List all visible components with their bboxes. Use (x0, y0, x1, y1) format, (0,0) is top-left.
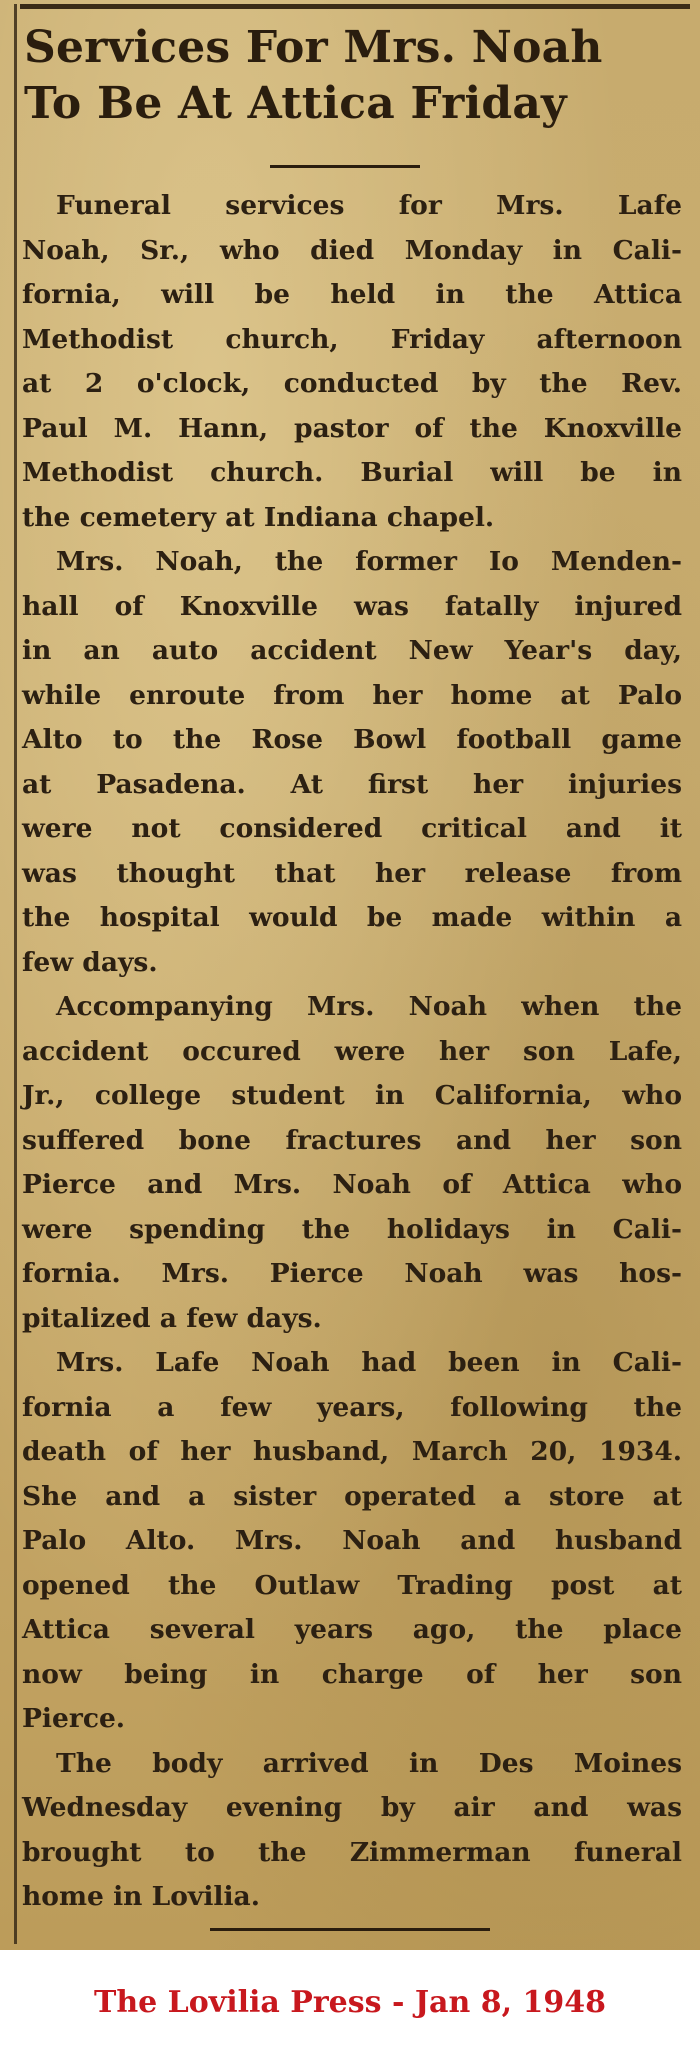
article-line: at Pasadena. At first her injuries (22, 768, 682, 800)
article-line: Paul M. Hann, pastor of the Knoxville (22, 412, 682, 444)
article-line: fornia a few years, following the (22, 1391, 682, 1423)
article-line: Accompanying Mrs. Noah when the (56, 991, 682, 1022)
article-line: while enroute from her home at Palo (22, 679, 682, 711)
article-line: pitalized a few days. (22, 1302, 322, 1334)
article-line: Methodist church. Burial will be in (22, 457, 682, 488)
article-line: The body arrived in Des Moines (56, 1747, 682, 1779)
article-line: Noah, Sr., who died Monday in Cali- (22, 234, 682, 266)
article-line: Mrs. Noah, the former Io Menden- (56, 546, 682, 577)
headline-line-1: Services For Mrs. Noah (24, 22, 603, 73)
article-line: at 2 o'clock, conducted by the Rev. (22, 368, 682, 399)
article-line: She and a sister operated a store at (22, 1480, 682, 1512)
headline (24, 20, 684, 132)
article-line: were spending the holidays in Cali- (22, 1213, 682, 1245)
article-line: Palo Alto. Mrs. Noah and husband (22, 1525, 682, 1556)
article-line: accident occured were her son Lafe, (22, 1035, 682, 1067)
article-line: was thought that her release from (22, 857, 682, 889)
article-line: death of her husband, March 20, 1934. (22, 1436, 682, 1467)
top-border-rule (20, 4, 690, 9)
article-line: Mrs. Lafe Noah had been in Cali- (56, 1347, 682, 1378)
end-divider (210, 1928, 490, 1931)
article-line: Pierce. (22, 1703, 126, 1734)
article-line: few days. (22, 946, 158, 978)
article-line: opened the Outlaw Trading post at (22, 1569, 682, 1601)
article-line: Alto to the Rose Bowl football game (22, 724, 682, 755)
article-line: Funeral services for Mrs. Lafe (56, 190, 682, 221)
article-line: the hospital would be made within a (22, 902, 682, 933)
article-body (22, 184, 682, 1920)
headline-divider (270, 165, 420, 168)
article-line: Pierce and Mrs. Noah of Attica who (22, 1169, 682, 1200)
article-line: brought to the Zimmerman funeral (22, 1836, 682, 1868)
article-line: were not considered critical and it (22, 813, 682, 844)
article-line: fornia. Mrs. Pierce Noah was hos- (22, 1258, 682, 1289)
article-line: Attica several years ago, the place (22, 1614, 682, 1645)
article-line: hall of Knoxville was fatally injured (22, 590, 682, 622)
article-line: Jr., college student in California, who (22, 1080, 682, 1111)
source-caption: The Lovilia Press - Jan 8, 1948 (94, 1985, 606, 2020)
headline-line-2: To Be At Attica Friday (24, 78, 567, 129)
article-line: fornia, will be held in the Attica (22, 279, 682, 310)
article-line: now being in charge of her son (22, 1658, 682, 1690)
article-line: Methodist church, Friday afternoon (22, 323, 682, 355)
column-rule (14, 4, 17, 1944)
article-line: suffered bone fractures and her son (22, 1124, 682, 1156)
article-line: in an auto accident New Year's day, (22, 635, 682, 666)
article-line: Wednesday evening by air and was (22, 1792, 682, 1823)
article-line: the cemetery at Indiana chapel. (22, 501, 495, 533)
article-line: home in Lovilia. (22, 1881, 260, 1912)
